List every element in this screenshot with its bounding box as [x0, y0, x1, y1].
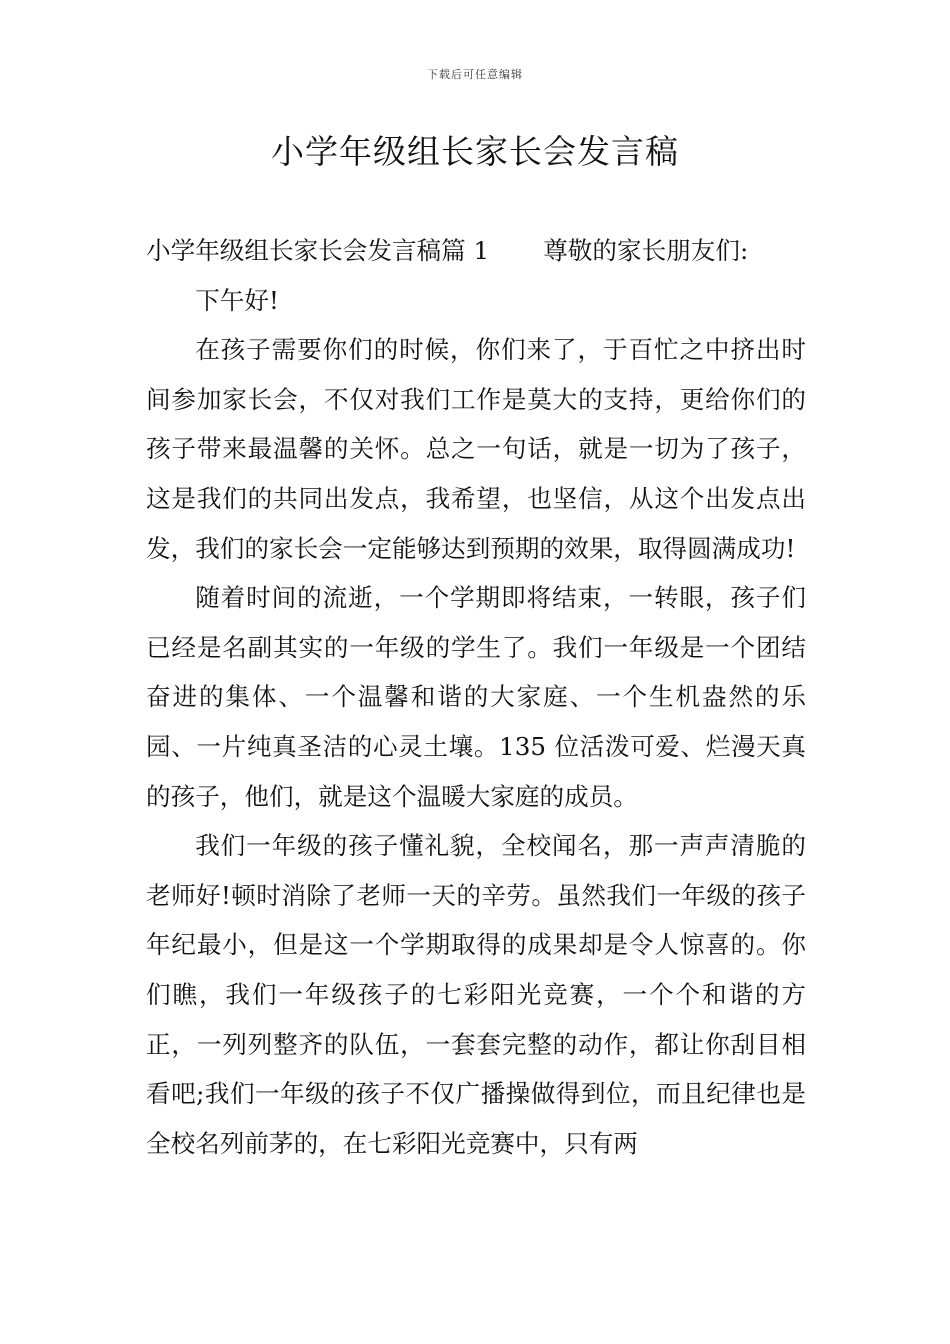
salutation: 尊敬的家长朋友们:: [543, 236, 749, 265]
paragraph-greeting: 下午好!: [195, 285, 279, 315]
section-heading-line: [146, 226, 806, 276]
paragraph-1: 在孩子需要你们的时候，你们来了，于百忙之中挤出时间参加家长会，不仅对我们工作是莫大的支持，更给你们的孩子带来最温馨的关怀。总之一句话，就是一切为了孩子，这是我们的共同出发点，我希望，也坚信，从这个出发点出发，我们的家长会一定能够达到预期的效果，取得圆满成功!: [146, 335, 806, 563]
paragraph-2: 随着时间的流逝，一个学期即将结束，一转眼，孩子们已经是名副其实的一年级的学生了。我们一年级是一个团结奋进的集体、一个温馨和谐的大家庭、一个生机盎然的乐园、一片纯真圣洁的心灵土壤。135 位活泼可爱、烂漫天真的孩子，他们，就是这个温暖大家庭的成员。: [146, 583, 806, 811]
paragraph-3: 我们一年级的孩子懂礼貌，全校闻名，那一声声清脆的老师好!顿时消除了老师一天的辛劳。虽然我们一年级的孩子年纪最小，但是这一个学期取得的成果却是令人惊喜的。你们瞧，我们一年级孩子的七彩阳光竞赛，一个个和谐的方正，一列列整齐的队伍，一套套完整的动作，都让你刮目相看吧;我们一年级的孩子不仅广播操做得到位，而且纪律也是全校名列前茅的，在七彩阳光竞赛中，只有两: [146, 831, 806, 1158]
page-header-note: 下载后可任意编辑: [427, 68, 523, 81]
section-heading: 小学年级组长家长会发言稿篇 1: [146, 236, 490, 265]
document-body: [146, 226, 806, 1168]
document-title: 小学年级组长家长会发言稿: [271, 132, 679, 171]
